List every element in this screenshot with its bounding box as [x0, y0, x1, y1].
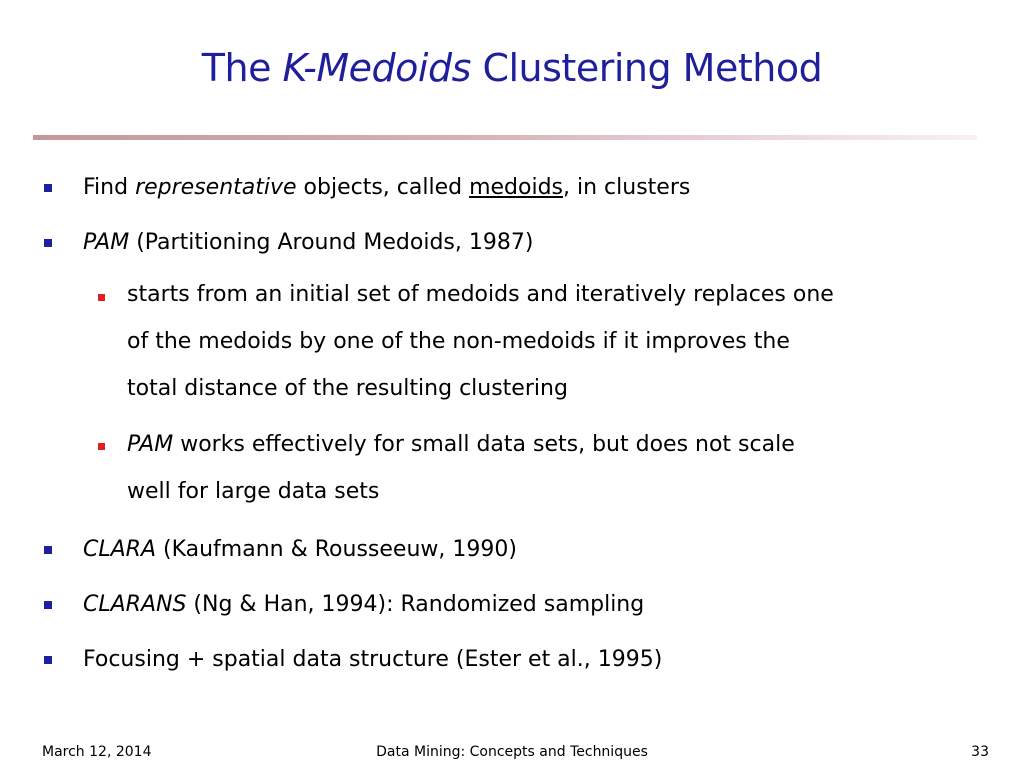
bullet-square-icon — [44, 184, 52, 192]
bullet-italic: CLARA — [83, 537, 157, 562]
sub-bullet-line: total distance of the resulting clustering — [127, 376, 568, 401]
footer-date: March 12, 2014 — [42, 744, 152, 760]
bullet-square-icon — [44, 601, 52, 609]
bullet-underline: medoids — [469, 175, 564, 200]
footer-course: Data Mining: Concepts and Techniques — [376, 744, 648, 760]
bullet-text: Find — [83, 175, 136, 200]
bullet-text: (Kaufmann & Rousseeuw, 1990) — [156, 537, 517, 562]
bullet-item — [83, 582, 644, 628]
sub-bullet-line: of the medoids by one of the non-medoids if it improves the — [127, 329, 790, 354]
bullet-square-icon — [44, 546, 52, 554]
bullet-item — [83, 527, 517, 573]
title-divider — [33, 135, 977, 140]
bullet-square-icon — [44, 239, 52, 247]
bullet-square-icon — [44, 656, 52, 664]
sub-bullet-item — [127, 421, 967, 515]
sub-bullet-item — [127, 271, 967, 412]
title-suffix: Clustering Method — [470, 46, 823, 90]
title-italic: K-Medoids — [282, 46, 471, 90]
bullet-text: objects, called — [296, 175, 470, 200]
title-prefix: The — [201, 46, 283, 90]
bullet-item — [83, 220, 533, 266]
bullet-italic: PAM — [83, 230, 130, 255]
sub-bullet-square-icon — [98, 294, 105, 301]
bullet-item — [83, 165, 690, 211]
bullet-text: (Partitioning Around Medoids, 1987) — [129, 230, 534, 255]
sub-bullet-line: starts from an initial set of medoids and iteratively replaces one — [127, 282, 834, 307]
slide-title — [0, 46, 1024, 90]
sub-bullet-line: well for large data sets — [127, 479, 380, 504]
bullet-italic: CLARANS — [83, 592, 187, 617]
sub-bullet-square-icon — [98, 443, 105, 450]
bullet-item — [83, 637, 662, 683]
footer-page-number: 33 — [971, 744, 989, 760]
bullet-italic: representative — [135, 175, 297, 200]
bullet-text: (Ng & Han, 1994): Randomized sampling — [186, 592, 645, 617]
bullet-text: Focusing + spatial data structure (Ester et al., 1995) — [83, 647, 663, 672]
sub-bullet-italic: PAM — [127, 432, 174, 457]
bullet-text: , in clusters — [563, 175, 691, 200]
sub-bullet-text: works effectively for small data sets, but does not scale — [173, 432, 795, 457]
